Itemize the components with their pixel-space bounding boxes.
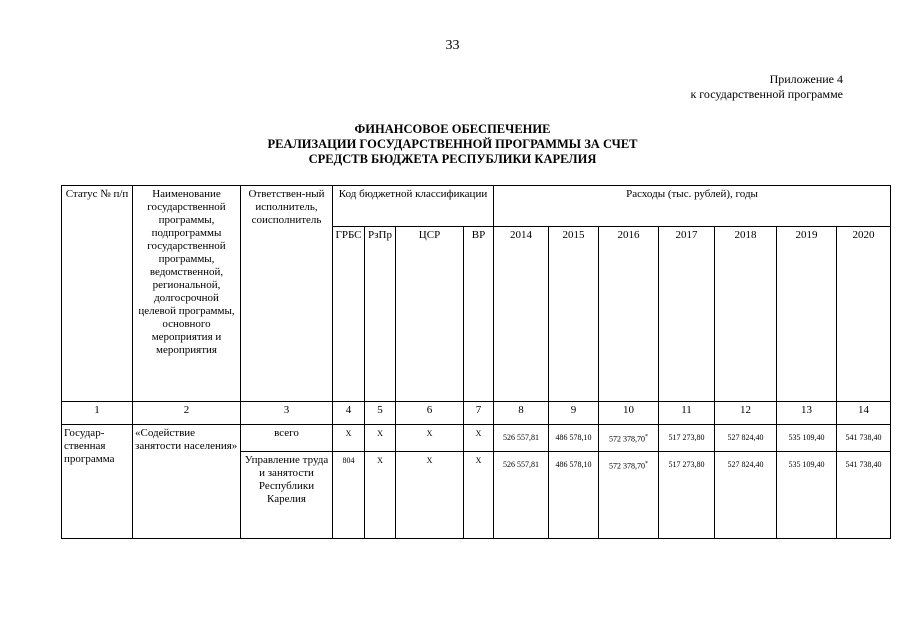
code-cell: 804 [333,452,365,539]
header-year-2018: 2018 [715,227,777,402]
executor-cell: всего [241,425,333,452]
code-cell: Х [396,452,464,539]
header-code-csr: ЦСР [396,227,464,402]
code-cell: Х [464,452,494,539]
column-number: 6 [396,402,464,425]
column-number-row [62,402,891,425]
header-year-2019: 2019 [777,227,837,402]
header-row-main [62,186,891,227]
document-title [0,122,905,167]
header-expenses: Расходы (тыс. рублей), годы [494,186,891,227]
executor-cell: Управление труда и занятости Республики Карелия [241,452,333,539]
header-budget-code: Код бюджетной классификации [333,186,494,227]
financing-table [61,185,891,539]
code-cell: Х [396,425,464,452]
header-executor: Ответствен-ный исполнитель, соисполнитель [241,186,333,402]
value-cell: 486 578,10 [549,452,599,539]
title-line-3: СРЕДСТВ БЮДЖЕТА РЕСПУБЛИКИ КАРЕЛИЯ [308,152,597,166]
appendix-line-2: к государственной программе [690,87,843,101]
value-cell: 517 273,80 [659,425,715,452]
header-code-rzpr: РзПр [365,227,396,402]
program-name: «Содействие занятости населения» [133,425,241,539]
header-code-vr: ВР [464,227,494,402]
header-code-grbs: ГРБС [333,227,365,402]
header-year-2020: 2020 [837,227,891,402]
page-number: 33 [445,38,460,53]
title-line-1: ФИНАНСОВОЕ ОБЕСПЕЧЕНИЕ [354,122,551,136]
code-cell: Х [365,452,396,539]
header-year-2014: 2014 [494,227,549,402]
value-cell: 527 824,40 [715,425,777,452]
value-cell: 535 109,40 [777,452,837,539]
header-name: Наименование государственной программы, подпрограммы государственной программы, ведомственной, региональной, долгосрочной целевой программы, основного мероприятия и мероприятия [133,186,241,402]
value-cell: 541 738,40 [837,425,891,452]
value-cell: 535 109,40 [777,425,837,452]
column-number: 9 [549,402,599,425]
footnote-mark: * [645,434,649,440]
title-line-2: РЕАЛИЗАЦИИ ГОСУДАРСТВЕННОЙ ПРОГРАММЫ ЗА СЧЕТ [267,137,638,151]
column-number: 11 [659,402,715,425]
footnote-mark: * [645,461,649,467]
program-status: Государ-ственная программа [62,425,133,539]
value-cell [599,425,659,452]
value-cell: 517 273,80 [659,452,715,539]
value-cell: 526 557,81 [494,452,549,539]
column-number: 7 [464,402,494,425]
header-year-2015: 2015 [549,227,599,402]
table-row [62,425,891,452]
column-number: 2 [133,402,241,425]
column-number: 12 [715,402,777,425]
column-number: 8 [494,402,549,425]
header-year-2016: 2016 [599,227,659,402]
column-number: 14 [837,402,891,425]
column-number: 3 [241,402,333,425]
header-status: Статус № п/п [62,186,133,402]
value-cell: 527 824,40 [715,452,777,539]
code-cell: Х [365,425,396,452]
value-cell: 526 557,81 [494,425,549,452]
column-number: 4 [333,402,365,425]
value-cell: 541 738,40 [837,452,891,539]
column-number: 1 [62,402,133,425]
value-text: 572 378,70 [609,461,646,471]
header-year-2017: 2017 [659,227,715,402]
appendix-note [690,72,843,102]
code-cell: Х [464,425,494,452]
column-number: 10 [599,402,659,425]
value-cell: 486 578,10 [549,425,599,452]
column-number: 13 [777,402,837,425]
value-text: 572 378,70 [609,434,646,444]
column-number: 5 [365,402,396,425]
code-cell: Х [333,425,365,452]
appendix-line-1: Приложение 4 [769,72,843,86]
value-cell [599,452,659,539]
